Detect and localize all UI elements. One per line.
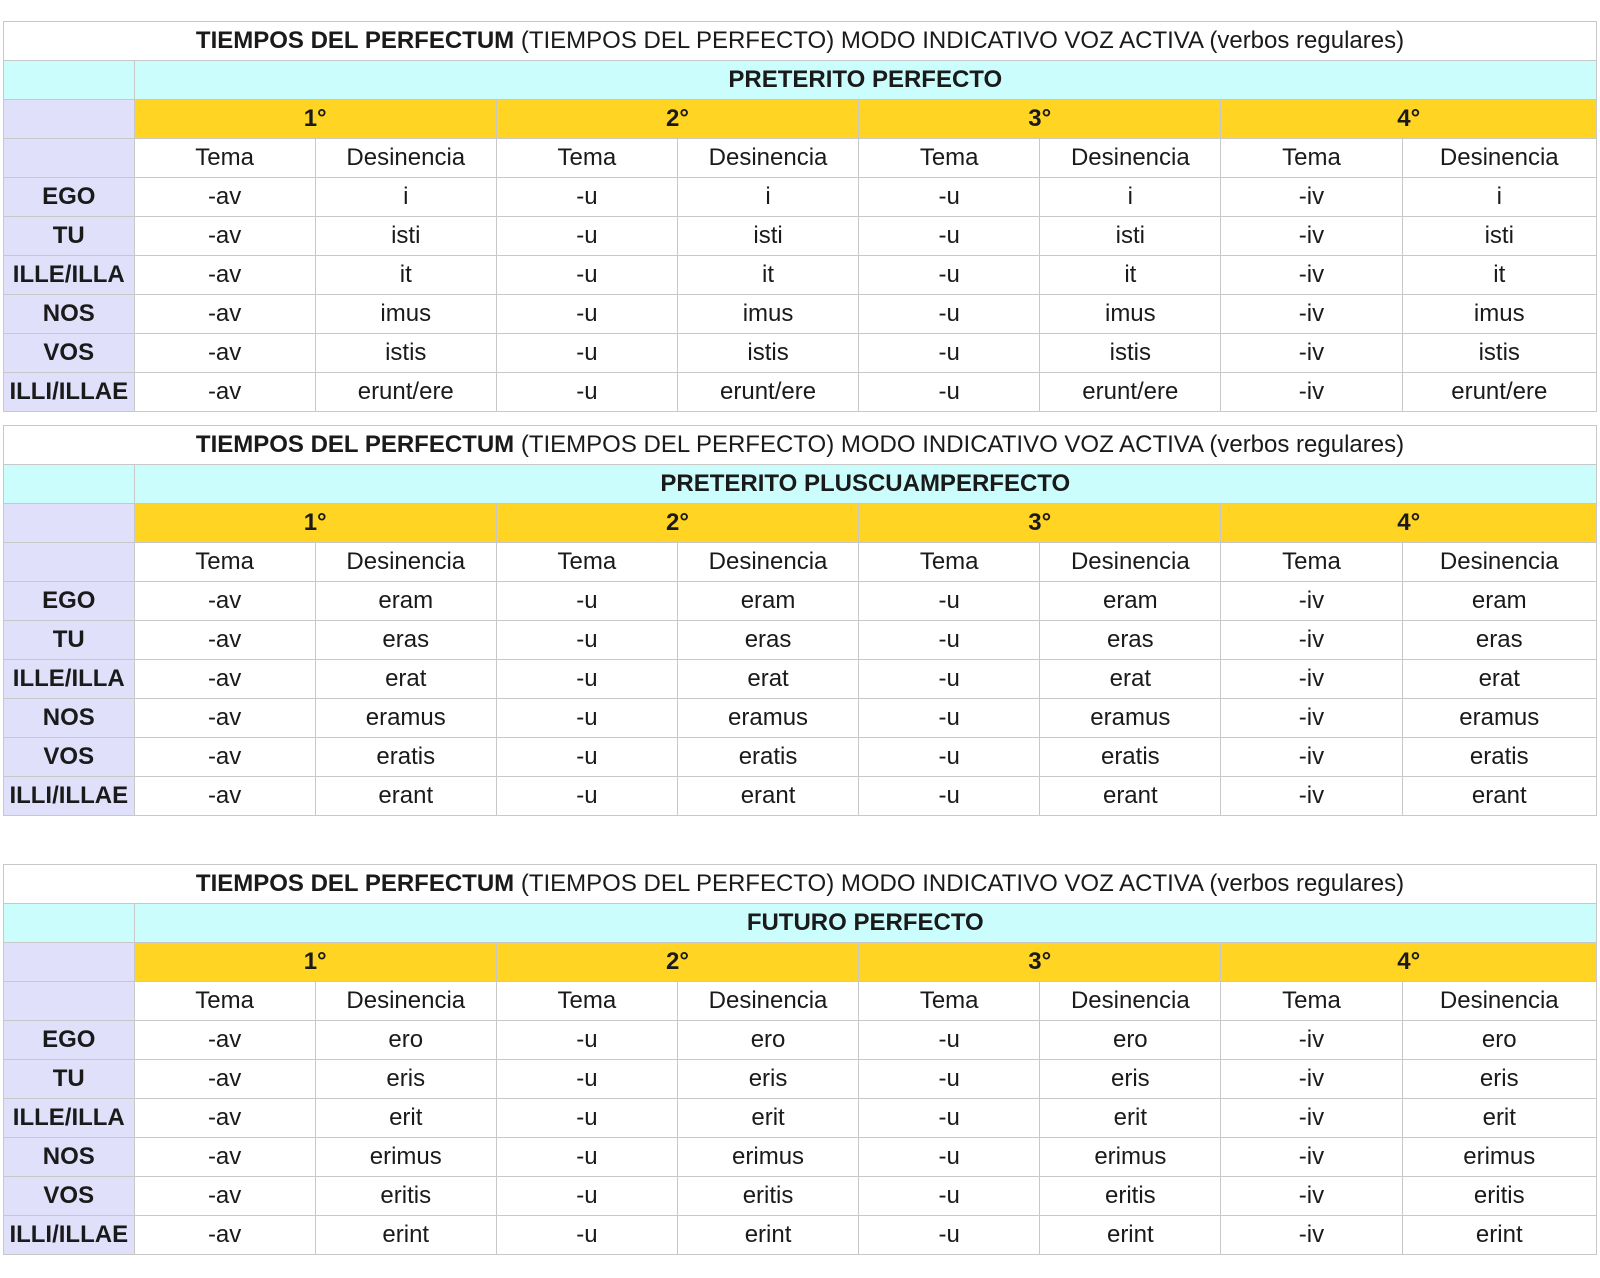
stem-cell: -av xyxy=(134,1216,315,1255)
conjugation-header: 2° xyxy=(496,504,858,543)
stem-cell: -u xyxy=(496,1216,677,1255)
stem-header: Tema xyxy=(134,139,315,178)
stem-header: Tema xyxy=(496,982,677,1021)
stem-cell: -av xyxy=(134,738,315,777)
conjugation-header: 1° xyxy=(134,100,496,139)
stem-cell: -av xyxy=(134,1099,315,1138)
pronoun-cell: ILLE/ILLA xyxy=(4,256,135,295)
ending-cell: erunt/ere xyxy=(315,373,496,412)
table-row xyxy=(4,334,1597,373)
pronoun-cell: ILLI/ILLAE xyxy=(4,1216,135,1255)
stem-cell: -u xyxy=(859,217,1040,256)
stem-cell: -iv xyxy=(1221,217,1402,256)
stem-cell: -iv xyxy=(1221,777,1402,816)
ending-cell: eratis xyxy=(677,738,858,777)
ending-cell: erunt/ere xyxy=(677,373,858,412)
title-row xyxy=(4,426,1597,465)
pronoun-cell: VOS xyxy=(4,334,135,373)
stem-header: Tema xyxy=(134,543,315,582)
stem-header: Tema xyxy=(496,139,677,178)
ending-cell: eram xyxy=(1040,582,1221,621)
ending-header: Desinencia xyxy=(315,139,496,178)
pronoun-cell: TU xyxy=(4,217,135,256)
ending-cell: erint xyxy=(315,1216,496,1255)
ending-cell: isti xyxy=(677,217,858,256)
ending-cell: erint xyxy=(1402,1216,1596,1255)
table-title-rest: (TIEMPOS DEL PERFECTO) MODO INDICATIVO VOZ ACTIVA (verbos regulares) xyxy=(514,431,1405,458)
table-row xyxy=(4,373,1597,412)
stem-header: Tema xyxy=(859,543,1040,582)
ending-cell: it xyxy=(1040,256,1221,295)
stem-cell: -av xyxy=(134,334,315,373)
ending-header: Desinencia xyxy=(677,543,858,582)
stem-cell: -iv xyxy=(1221,295,1402,334)
ending-cell: eratis xyxy=(315,738,496,777)
ending-cell: erit xyxy=(677,1099,858,1138)
corner-cell xyxy=(4,504,135,543)
ending-cell: isti xyxy=(1040,217,1221,256)
conjugation-row xyxy=(4,504,1597,543)
tense-row xyxy=(4,465,1597,504)
stem-cell: -iv xyxy=(1221,1177,1402,1216)
table-title-rest: (TIEMPOS DEL PERFECTO) MODO INDICATIVO VOZ ACTIVA (verbos regulares) xyxy=(514,27,1405,54)
ending-cell: imus xyxy=(1040,295,1221,334)
ending-header: Desinencia xyxy=(677,982,858,1021)
ending-cell: istis xyxy=(677,334,858,373)
pronoun-cell: NOS xyxy=(4,1138,135,1177)
ending-header: Desinencia xyxy=(1402,543,1596,582)
stem-cell: -av xyxy=(134,295,315,334)
table-row xyxy=(4,1138,1597,1177)
stem-cell: -u xyxy=(859,660,1040,699)
ending-cell: erant xyxy=(315,777,496,816)
pronoun-cell: NOS xyxy=(4,295,135,334)
conjugation-header: 2° xyxy=(496,943,858,982)
ending-cell: eras xyxy=(1040,621,1221,660)
ending-cell: istis xyxy=(1040,334,1221,373)
stem-cell: -av xyxy=(134,621,315,660)
ending-cell: eramus xyxy=(315,699,496,738)
stem-cell: -u xyxy=(859,256,1040,295)
conjugation-header: 4° xyxy=(1221,100,1597,139)
stem-cell: -u xyxy=(859,1099,1040,1138)
stem-cell: -iv xyxy=(1221,1138,1402,1177)
ending-cell: erimus xyxy=(1402,1138,1596,1177)
ending-cell: isti xyxy=(315,217,496,256)
stem-cell: -u xyxy=(496,1138,677,1177)
conjugation-row xyxy=(4,100,1597,139)
conjugation-header: 2° xyxy=(496,100,858,139)
stem-cell: -u xyxy=(859,582,1040,621)
ending-cell: erat xyxy=(1402,660,1596,699)
table-row xyxy=(4,738,1597,777)
ending-cell: erit xyxy=(315,1099,496,1138)
conjugation-header: 4° xyxy=(1221,943,1597,982)
stem-cell: -av xyxy=(134,1177,315,1216)
ending-cell: erant xyxy=(677,777,858,816)
ending-cell: istis xyxy=(315,334,496,373)
pronoun-cell: VOS xyxy=(4,1177,135,1216)
stem-cell: -u xyxy=(496,660,677,699)
pronoun-cell: EGO xyxy=(4,582,135,621)
table-row xyxy=(4,1177,1597,1216)
ending-cell: eram xyxy=(315,582,496,621)
stem-cell: -av xyxy=(134,777,315,816)
conjugation-header: 1° xyxy=(134,504,496,543)
tense-title: FUTURO PERFECTO xyxy=(134,904,1596,943)
table-row xyxy=(4,295,1597,334)
table-title xyxy=(4,22,1597,61)
table-row xyxy=(4,178,1597,217)
ending-cell: erant xyxy=(1402,777,1596,816)
conjugation-header: 3° xyxy=(859,100,1221,139)
stem-cell: -u xyxy=(496,295,677,334)
stem-header: Tema xyxy=(1221,543,1402,582)
stem-cell: -av xyxy=(134,699,315,738)
stem-cell: -iv xyxy=(1221,334,1402,373)
stem-cell: -iv xyxy=(1221,660,1402,699)
corner-cell xyxy=(4,904,135,943)
conjugation-header: 4° xyxy=(1221,504,1597,543)
ending-cell: eras xyxy=(1402,621,1596,660)
title-row xyxy=(4,865,1597,904)
ending-cell: erat xyxy=(677,660,858,699)
stem-cell: -u xyxy=(859,334,1040,373)
table-row xyxy=(4,256,1597,295)
ending-cell: erimus xyxy=(677,1138,858,1177)
ending-cell: eram xyxy=(677,582,858,621)
column-header-row xyxy=(4,543,1597,582)
table-title xyxy=(4,865,1597,904)
stem-cell: -iv xyxy=(1221,738,1402,777)
corner-cell xyxy=(4,543,135,582)
stem-cell: -av xyxy=(134,1060,315,1099)
stem-cell: -u xyxy=(496,256,677,295)
stem-cell: -iv xyxy=(1221,373,1402,412)
ending-cell: eramus xyxy=(677,699,858,738)
ending-cell: i xyxy=(677,178,858,217)
pronoun-cell: TU xyxy=(4,1060,135,1099)
ending-cell: i xyxy=(315,178,496,217)
ending-cell: imus xyxy=(1402,295,1596,334)
pronoun-cell: VOS xyxy=(4,738,135,777)
ending-header: Desinencia xyxy=(1402,139,1596,178)
ending-header: Desinencia xyxy=(1040,139,1221,178)
stem-cell: -av xyxy=(134,1138,315,1177)
stem-cell: -av xyxy=(134,373,315,412)
stem-cell: -av xyxy=(134,660,315,699)
ending-header: Desinencia xyxy=(315,982,496,1021)
stem-cell: -u xyxy=(859,738,1040,777)
table-title xyxy=(4,426,1597,465)
pronoun-cell: ILLE/ILLA xyxy=(4,1099,135,1138)
ending-cell: erat xyxy=(1040,660,1221,699)
corner-cell xyxy=(4,982,135,1021)
corner-cell xyxy=(4,943,135,982)
stem-cell: -u xyxy=(496,621,677,660)
stem-cell: -u xyxy=(859,699,1040,738)
table-row xyxy=(4,699,1597,738)
ending-cell: eratis xyxy=(1402,738,1596,777)
ending-cell: it xyxy=(315,256,496,295)
stem-header: Tema xyxy=(134,982,315,1021)
ending-cell: istis xyxy=(1402,334,1596,373)
stem-cell: -u xyxy=(496,334,677,373)
pronoun-cell: ILLI/ILLAE xyxy=(4,373,135,412)
ending-cell: eris xyxy=(1040,1060,1221,1099)
ending-cell: erat xyxy=(315,660,496,699)
ending-cell: erimus xyxy=(1040,1138,1221,1177)
corner-cell xyxy=(4,139,135,178)
table-row xyxy=(4,621,1597,660)
stem-cell: -u xyxy=(496,1021,677,1060)
stem-cell: -u xyxy=(859,777,1040,816)
stem-cell: -u xyxy=(496,217,677,256)
stem-cell: -u xyxy=(496,1099,677,1138)
stem-cell: -u xyxy=(496,1177,677,1216)
table-title-bold: TIEMPOS DEL PERFECTUM xyxy=(195,431,515,458)
ending-cell: ero xyxy=(677,1021,858,1060)
stem-cell: -u xyxy=(859,1138,1040,1177)
stem-cell: -u xyxy=(859,621,1040,660)
ending-header: Desinencia xyxy=(1040,543,1221,582)
ending-cell: erunt/ere xyxy=(1040,373,1221,412)
stem-header: Tema xyxy=(1221,139,1402,178)
stem-cell: -iv xyxy=(1221,1099,1402,1138)
ending-cell: erit xyxy=(1402,1099,1596,1138)
ending-header: Desinencia xyxy=(677,139,858,178)
ending-cell: ero xyxy=(1402,1021,1596,1060)
conjugation-row xyxy=(4,943,1597,982)
pronoun-cell: EGO xyxy=(4,1021,135,1060)
tense-title: PRETERITO PLUSCUAMPERFECTO xyxy=(134,465,1596,504)
ending-header: Desinencia xyxy=(1040,982,1221,1021)
stem-cell: -av xyxy=(134,582,315,621)
stem-cell: -iv xyxy=(1221,256,1402,295)
stem-cell: -u xyxy=(859,373,1040,412)
ending-cell: eris xyxy=(315,1060,496,1099)
stem-cell: -av xyxy=(134,256,315,295)
stem-cell: -iv xyxy=(1221,621,1402,660)
stem-cell: -u xyxy=(496,582,677,621)
stem-cell: -u xyxy=(496,738,677,777)
stem-cell: -u xyxy=(496,699,677,738)
pronoun-cell: EGO xyxy=(4,178,135,217)
ending-cell: it xyxy=(677,256,858,295)
stem-header: Tema xyxy=(859,139,1040,178)
stem-cell: -iv xyxy=(1221,1021,1402,1060)
pronoun-cell: ILLI/ILLAE xyxy=(4,777,135,816)
ending-cell: erant xyxy=(1040,777,1221,816)
ending-cell: erit xyxy=(1040,1099,1221,1138)
ending-cell: eritis xyxy=(1040,1177,1221,1216)
stem-cell: -u xyxy=(859,1216,1040,1255)
ending-cell: eras xyxy=(315,621,496,660)
ending-cell: eris xyxy=(677,1060,858,1099)
conjugation-table xyxy=(3,425,1597,816)
conjugation-header: 1° xyxy=(134,943,496,982)
stem-cell: -u xyxy=(496,373,677,412)
pronoun-cell: TU xyxy=(4,621,135,660)
stem-cell: -iv xyxy=(1221,699,1402,738)
stem-cell: -av xyxy=(134,178,315,217)
tense-title: PRETERITO PERFECTO xyxy=(134,61,1596,100)
ending-cell: eris xyxy=(1402,1060,1596,1099)
ending-cell: erint xyxy=(1040,1216,1221,1255)
ending-cell: imus xyxy=(315,295,496,334)
ending-cell: ero xyxy=(1040,1021,1221,1060)
table-row xyxy=(4,660,1597,699)
stem-cell: -iv xyxy=(1221,1060,1402,1099)
tense-row xyxy=(4,61,1597,100)
stem-cell: -iv xyxy=(1221,178,1402,217)
ending-cell: eras xyxy=(677,621,858,660)
stem-cell: -av xyxy=(134,217,315,256)
tense-row xyxy=(4,904,1597,943)
ending-cell: imus xyxy=(677,295,858,334)
conjugation-header: 3° xyxy=(859,943,1221,982)
ending-cell: isti xyxy=(1402,217,1596,256)
stem-cell: -u xyxy=(496,1060,677,1099)
ending-cell: eritis xyxy=(315,1177,496,1216)
table-row xyxy=(4,1216,1597,1255)
stem-cell: -u xyxy=(859,1177,1040,1216)
ending-header: Desinencia xyxy=(1402,982,1596,1021)
stem-cell: -u xyxy=(859,1021,1040,1060)
conjugation-table xyxy=(3,864,1597,1255)
ending-cell: eram xyxy=(1402,582,1596,621)
ending-cell: erunt/ere xyxy=(1402,373,1596,412)
stem-cell: -u xyxy=(859,295,1040,334)
ending-cell: eramus xyxy=(1040,699,1221,738)
ending-header: Desinencia xyxy=(315,543,496,582)
stem-cell: -av xyxy=(134,1021,315,1060)
stem-cell: -u xyxy=(859,1060,1040,1099)
ending-cell: eramus xyxy=(1402,699,1596,738)
column-header-row xyxy=(4,139,1597,178)
ending-cell: it xyxy=(1402,256,1596,295)
conjugation-table xyxy=(3,21,1597,412)
ending-cell: i xyxy=(1040,178,1221,217)
stem-header: Tema xyxy=(1221,982,1402,1021)
stem-header: Tema xyxy=(496,543,677,582)
corner-cell xyxy=(4,465,135,504)
corner-cell xyxy=(4,100,135,139)
ending-cell: eratis xyxy=(1040,738,1221,777)
pronoun-cell: NOS xyxy=(4,699,135,738)
table-row xyxy=(4,582,1597,621)
conjugation-header: 3° xyxy=(859,504,1221,543)
stem-cell: -iv xyxy=(1221,582,1402,621)
stem-cell: -u xyxy=(496,777,677,816)
table-title-bold: TIEMPOS DEL PERFECTUM xyxy=(195,27,515,54)
ending-cell: ero xyxy=(315,1021,496,1060)
table-title-bold: TIEMPOS DEL PERFECTUM xyxy=(195,870,515,897)
column-header-row xyxy=(4,982,1597,1021)
corner-cell xyxy=(4,61,135,100)
stem-cell: -u xyxy=(496,178,677,217)
table-row xyxy=(4,1099,1597,1138)
stem-cell: -iv xyxy=(1221,1216,1402,1255)
table-row xyxy=(4,217,1597,256)
table-row xyxy=(4,1021,1597,1060)
ending-cell: eritis xyxy=(677,1177,858,1216)
ending-cell: i xyxy=(1402,178,1596,217)
stem-header: Tema xyxy=(859,982,1040,1021)
table-row xyxy=(4,777,1597,816)
ending-cell: erimus xyxy=(315,1138,496,1177)
ending-cell: eritis xyxy=(1402,1177,1596,1216)
title-row xyxy=(4,22,1597,61)
stem-cell: -u xyxy=(859,178,1040,217)
ending-cell: erint xyxy=(677,1216,858,1255)
pronoun-cell: ILLE/ILLA xyxy=(4,660,135,699)
table-title-rest: (TIEMPOS DEL PERFECTO) MODO INDICATIVO VOZ ACTIVA (verbos regulares) xyxy=(514,870,1405,897)
table-row xyxy=(4,1060,1597,1099)
